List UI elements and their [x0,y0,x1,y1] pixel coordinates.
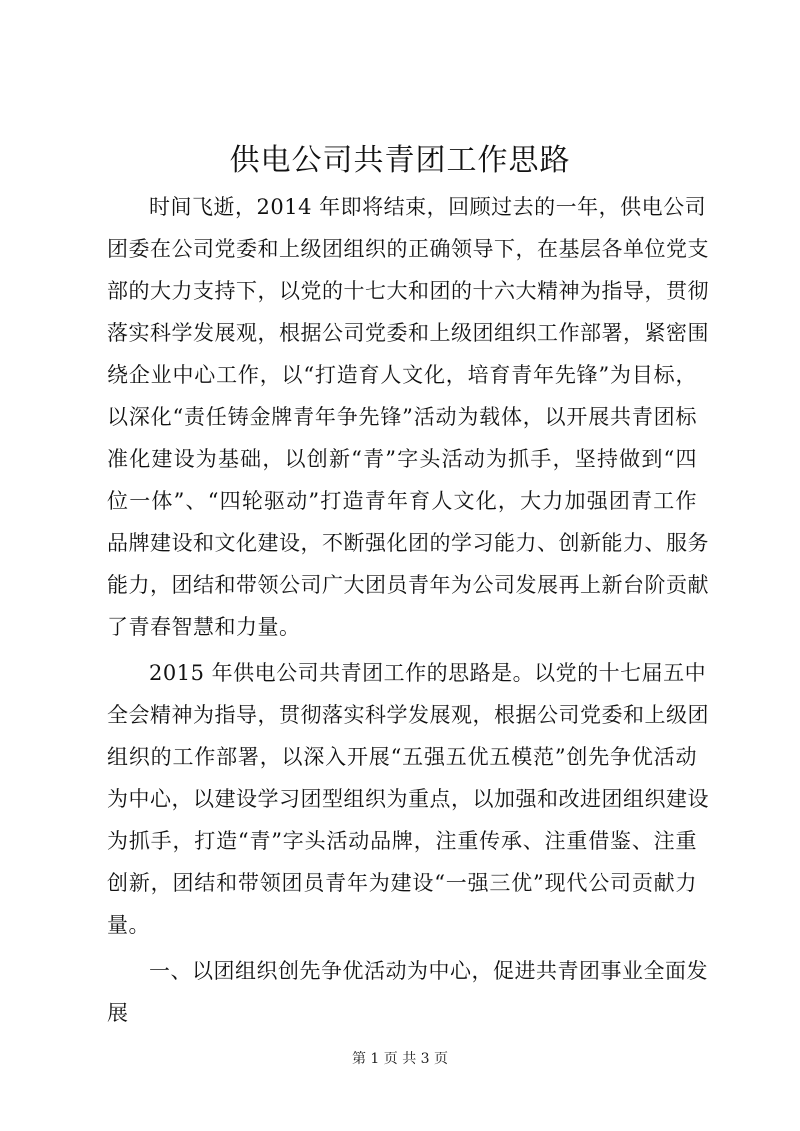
text-line: 绕企业中心工作，以“打造育人文化，培育青年先锋”为目标， [107,363,697,387]
text-line: 2015 年供电公司共青团工作的思路是。以党的十七届五中 [149,661,707,685]
text-line: 为中心，以建设学习团型组织为重点，以加强和改进团组织建设 [107,787,709,811]
text-line: 全会精神为指导，贯彻落实科学发展观，根据公司党委和上级团 [107,703,709,727]
text-line: 品牌建设和文化建设，不断强化团的学习能力、创新能力、服务 [107,531,709,555]
text-line: 了青春智慧和力量。 [107,615,301,639]
document-body [107,186,709,1034]
paragraph-intro [107,186,709,648]
text-line: 时间飞逝，2014 年即将结束，回顾过去的一年，供电公司 [149,195,707,219]
text-line: 准化建设为基础，以创新“青”字头活动为抓手，坚持做到“四 [107,447,697,471]
text-line: 能力，团结和带领公司广大团员青年为公司发展再上新台阶贡献 [107,573,709,597]
text-line: 展 [107,1001,129,1025]
paragraph-plan-2015 [107,652,709,946]
text-line: 团委在公司党委和上级团组织的正确领导下，在基层各单位党支 [107,237,709,261]
text-line: 量。 [107,913,150,937]
text-line: 以深化“责任铸金牌青年争先锋”活动为载体，以开展共青团标 [107,405,697,429]
text-line: 部的大力支持下，以党的十七大和团的十六大精神为指导，贯彻 [107,279,709,303]
document-title: 供电公司共青团工作思路 [229,143,571,178]
section-heading-one [107,950,708,1034]
text-line: 组织的工作部署，以深入开展“五强五优五模范”创先争优活动 [107,745,697,769]
text-line: 一、以团组织创先争优活动为中心，促进共青团事业全面发 [149,959,708,983]
text-line: 为抓手，打造“青”字头活动品牌，注重传承、注重借鉴、注重 [107,829,697,853]
page-number-footer: 第 1 页 共 3 页 [351,1051,449,1067]
text-line: 落实科学发展观，根据公司党委和上级团组织工作部署，紧密围 [107,321,709,345]
text-line: 位一体”、“四轮驱动”打造青年育人文化，大力加强团青工作 [107,489,697,513]
text-line: 创新，团结和带领团员青年为建设“一强三优”现代公司贡献力 [107,871,697,895]
